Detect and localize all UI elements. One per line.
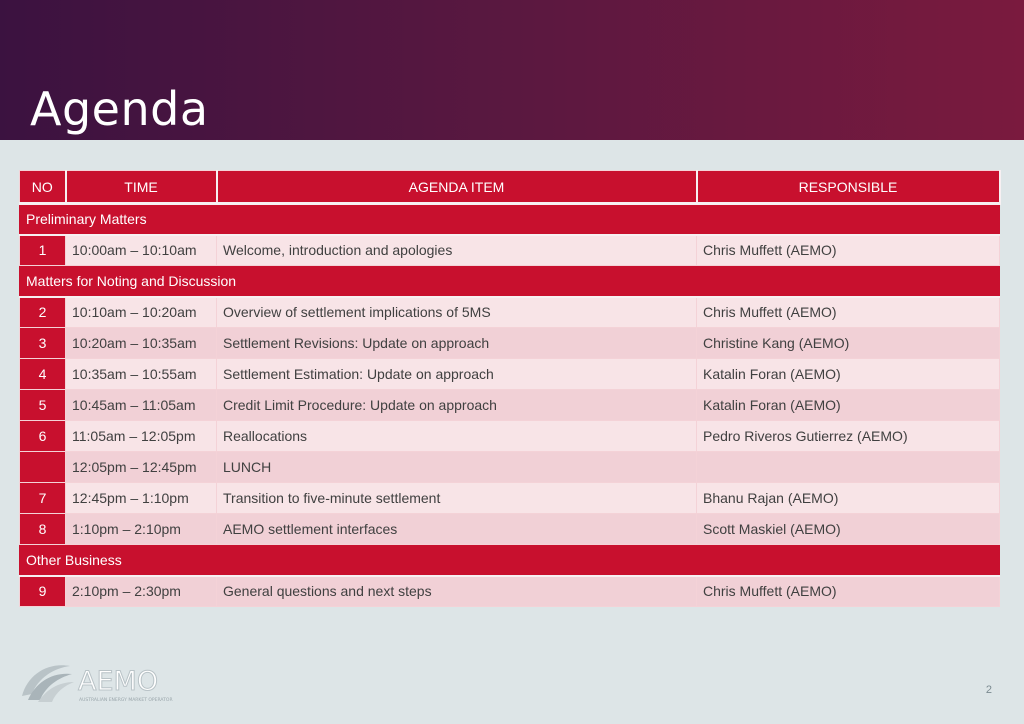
agenda-row [20, 452, 1000, 483]
item-number: 7 [20, 483, 66, 514]
item-title: Overview of settlement implications of 5MS [217, 297, 697, 328]
agenda-table [19, 170, 1001, 607]
section-row [20, 545, 1000, 576]
item-title: Reallocations [217, 421, 697, 452]
item-time: 12:05pm – 12:45pm [66, 452, 217, 483]
column-header-time: TIME [66, 171, 217, 204]
agenda-row [20, 576, 1000, 607]
agenda-row [20, 328, 1000, 359]
agenda-row [20, 514, 1000, 545]
section-label: Preliminary Matters [20, 204, 1000, 235]
agenda-row [20, 359, 1000, 390]
item-number [20, 452, 66, 483]
logo-wordmark: AEMO [78, 666, 159, 697]
agenda-row [20, 235, 1000, 266]
agenda-table-header [20, 171, 1000, 204]
item-time: 10:35am – 10:55am [66, 359, 217, 390]
title-banner [0, 0, 1024, 140]
section-label: Matters for Noting and Discussion [20, 266, 1000, 297]
item-number: 5 [20, 390, 66, 421]
item-title: Welcome, introduction and apologies [217, 235, 697, 266]
item-responsible: Christine Kang (AEMO) [697, 328, 1000, 359]
column-header-no: NO [20, 171, 66, 204]
item-responsible: Bhanu Rajan (AEMO) [697, 483, 1000, 514]
header-row [20, 171, 1000, 204]
item-time: 1:10pm – 2:10pm [66, 514, 217, 545]
agenda-row [20, 421, 1000, 452]
page-title: Agenda [30, 82, 209, 136]
aemo-logo [18, 656, 178, 706]
section-label: Other Business [20, 545, 1000, 576]
item-time: 12:45pm – 1:10pm [66, 483, 217, 514]
item-time: 10:20am – 10:35am [66, 328, 217, 359]
item-title: Transition to five-minute settlement [217, 483, 697, 514]
item-title: General questions and next steps [217, 576, 697, 607]
column-header-responsible: RESPONSIBLE [697, 171, 1000, 204]
item-responsible: Chris Muffett (AEMO) [697, 576, 1000, 607]
item-responsible: Chris Muffett (AEMO) [697, 235, 1000, 266]
section-row [20, 204, 1000, 235]
column-header-agenda-item: AGENDA ITEM [217, 171, 697, 204]
item-responsible: Katalin Foran (AEMO) [697, 390, 1000, 421]
agenda-row [20, 483, 1000, 514]
logo-subtext: AUSTRALIAN ENERGY MARKET OPERATOR [79, 698, 173, 703]
item-number: 8 [20, 514, 66, 545]
item-title: AEMO settlement interfaces [217, 514, 697, 545]
item-number: 1 [20, 235, 66, 266]
item-title: Settlement Revisions: Update on approach [217, 328, 697, 359]
item-responsible: Katalin Foran (AEMO) [697, 359, 1000, 390]
aemo-swirl-logo-icon [18, 656, 178, 706]
item-responsible: Chris Muffett (AEMO) [697, 297, 1000, 328]
item-number: 6 [20, 421, 66, 452]
item-responsible: Scott Maskiel (AEMO) [697, 514, 1000, 545]
section-row [20, 266, 1000, 297]
item-number: 4 [20, 359, 66, 390]
agenda-row [20, 390, 1000, 421]
item-number: 3 [20, 328, 66, 359]
item-responsible [697, 452, 1000, 483]
item-time: 10:45am – 11:05am [66, 390, 217, 421]
item-time: 10:00am – 10:10am [66, 235, 217, 266]
page-number: 2 [985, 684, 992, 696]
item-time: 11:05am – 12:05pm [66, 421, 217, 452]
agenda-row [20, 297, 1000, 328]
item-time: 10:10am – 10:20am [66, 297, 217, 328]
item-title: Credit Limit Procedure: Update on approach [217, 390, 697, 421]
item-title: Settlement Estimation: Update on approach [217, 359, 697, 390]
item-responsible: Pedro Riveros Gutierrez (AEMO) [697, 421, 1000, 452]
item-number: 9 [20, 576, 66, 607]
item-time: 2:10pm – 2:30pm [66, 576, 217, 607]
agenda-table-body [20, 204, 1000, 607]
item-title: LUNCH [217, 452, 697, 483]
item-number: 2 [20, 297, 66, 328]
